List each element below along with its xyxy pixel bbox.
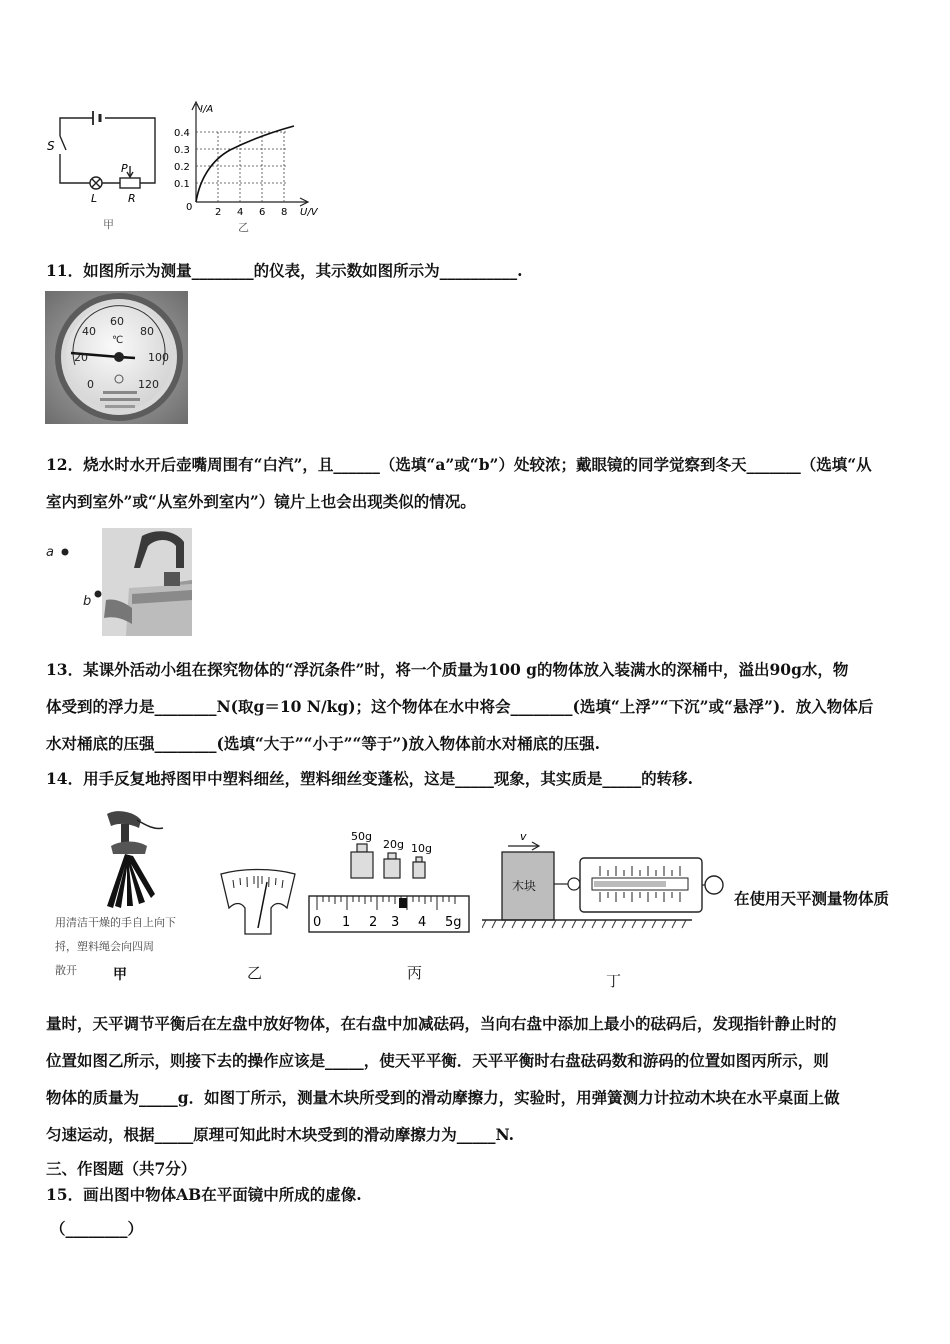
- question-14-line-5: 匀速运动，根据_____原理可知此时木块受到的滑动摩擦力为_____N.: [46, 1125, 515, 1144]
- fig14-bing-weights-ruler: [305, 826, 475, 938]
- gauge-tick: 60: [110, 315, 124, 328]
- question-14-line-4: 物体的质量为_____g．如图丁所示，测量木块所受到的滑动摩擦力，实验时，用弹簧测力计拉动木块在水平桌面上做: [46, 1088, 840, 1107]
- weight-label: 50g: [351, 830, 372, 843]
- ruler-tick: 5g: [445, 915, 462, 930]
- weight-label: 20g: [383, 838, 404, 851]
- x-tick: 8: [281, 207, 288, 218]
- y-tick: 0.4: [174, 128, 190, 139]
- gauge-tick: 20: [74, 351, 88, 364]
- question-14-line-3: 位置如图乙所示，则接下去的操作应该是_____，使天平平衡．天平平衡时右盘砝码数和游码的位置如图丙所示，则: [46, 1051, 829, 1070]
- rheostat-label: R: [128, 192, 136, 205]
- y-tick: 0.2: [174, 162, 190, 173]
- fig14-jia-label: 甲: [113, 967, 127, 983]
- point-b-label: b: [83, 594, 92, 609]
- fig14-yi-label: 乙: [247, 964, 263, 982]
- ruler-tick: 4: [418, 915, 427, 930]
- y-tick: 0.3: [174, 145, 190, 156]
- point-a-label: a: [46, 545, 54, 560]
- gauge-tick: 100: [148, 351, 169, 364]
- section-title: 三、作图题（共7分）: [46, 1159, 197, 1178]
- fig14-yi-balance-scale: [215, 868, 300, 938]
- question-12-line-1: 12．烧水时水开后壶嘴周围有“白汽”，且______（选填“a”或“b”）处较浓；戴眼镜的同学觉察到冬天_______（选填“从: [46, 455, 872, 474]
- fig14-bing-label: 丙: [407, 964, 423, 982]
- fig14-ding-label: 丁: [606, 972, 622, 990]
- slider-label: P: [121, 162, 128, 175]
- question-14-line-1: 14．用手反复地捋图甲中塑料细丝，塑料细丝变蓬松，这是_____现象，其实质是_____的转移.: [46, 769, 693, 788]
- gauge-tick: 120: [138, 378, 159, 391]
- question-13-line-3: 水对桶底的压强________(选填“大于”“小于”“等于”)放入物体前水对桶底的压强.: [46, 734, 601, 753]
- graph-origin: 0: [186, 202, 193, 213]
- fig14-jia-caption-3: 散开: [55, 964, 77, 977]
- gauge-tick: 40: [82, 325, 96, 338]
- question-14-inline-text: 在使用天平测量物体质: [734, 889, 890, 908]
- block-label: 木块: [512, 879, 537, 893]
- question-14-line-2: 量时，天平调节平衡后在左盘中放好物体，在右盘中加减砝码，当向右盘中添加上最小的砝码后，发现指针静止时的: [46, 1014, 837, 1033]
- switch-label: S: [47, 139, 55, 153]
- x-tick: 6: [259, 207, 266, 218]
- circuit-caption: 甲: [103, 218, 114, 231]
- question-13-line-1: 13．某课外活动小组在探究物体的“浮沉条件”时，将一个质量为100 g的物体放入装满水的深桶中，溢出90g水，物: [46, 660, 849, 679]
- lamp-label: L: [91, 192, 98, 205]
- graph-y-label: I/A: [200, 104, 214, 115]
- gauge-tick: 80: [140, 325, 154, 338]
- fig14-jia-strings: [55, 806, 205, 986]
- question-13-line-2: 体受到的浮力是________N(取g＝10 N/kg)；这个物体在水中将会________(选填“上浮”“下沉”或“悬浮”)．放入物体后: [46, 697, 874, 716]
- fig14-ding-friction-setup: [482, 826, 734, 934]
- ruler-tick: 0: [313, 915, 322, 930]
- question-12-line-2: 室内到室外”或“从室外到室内”）镜片上也会出现类似的情况。: [46, 492, 476, 511]
- fig14-jia-caption-2: 捋，塑料绳会向四周: [55, 940, 154, 953]
- answer-blank[interactable]: （________）: [50, 1219, 144, 1238]
- kettle-photo: [44, 528, 192, 636]
- x-tick: 2: [215, 207, 222, 218]
- ruler-tick: 3: [391, 915, 400, 930]
- velocity-label: v: [520, 830, 527, 843]
- fig14-jia-caption-1: 用清洁干燥的手自上向下: [55, 916, 176, 929]
- graph-caption: 乙: [238, 221, 249, 234]
- x-tick: 4: [237, 207, 244, 218]
- iu-graph: [172, 98, 332, 236]
- weight-label: 10g: [411, 842, 432, 855]
- question-11: 11．如图所示为测量________的仪表，其示数如图所示为__________.: [46, 261, 523, 280]
- ruler-tick: 1: [342, 915, 351, 930]
- gauge-tick: 0: [87, 378, 94, 391]
- ruler-tick: 2: [369, 915, 378, 930]
- thermometer-gauge-photo: [45, 291, 188, 424]
- y-tick: 0.1: [174, 179, 190, 190]
- circuit-figure: [45, 98, 170, 233]
- gauge-unit: ℃: [112, 335, 124, 346]
- graph-x-label: U/V: [300, 207, 318, 218]
- question-15: 15．画出图中物体AB在平面镜中所成的虚像.: [46, 1185, 362, 1204]
